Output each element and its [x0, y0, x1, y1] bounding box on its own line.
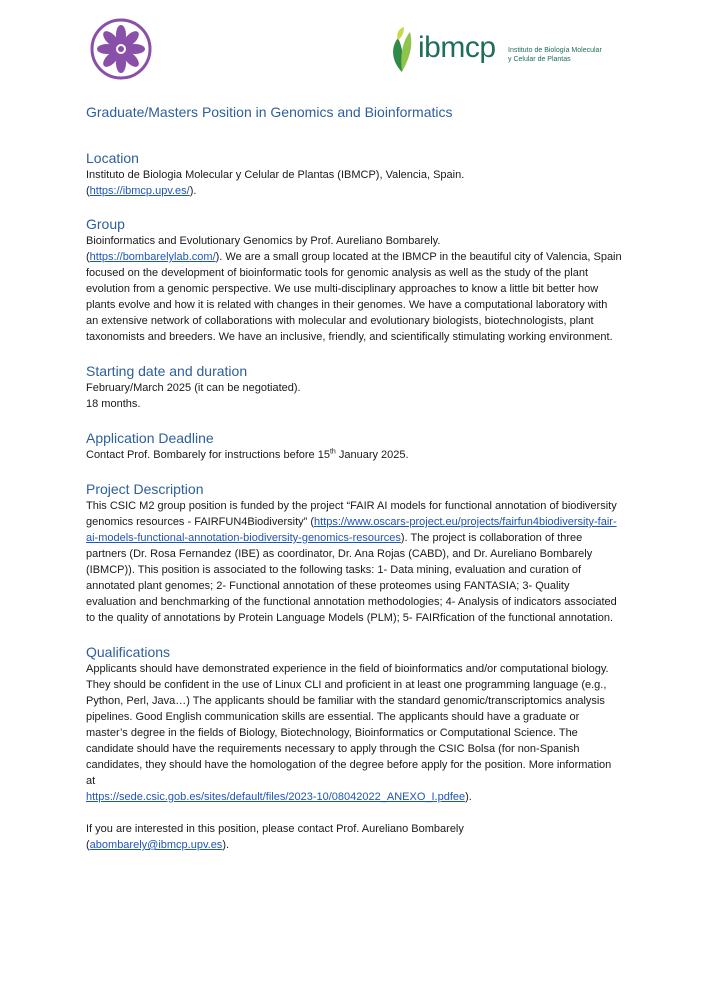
spacer	[86, 805, 622, 821]
contact-text	[86, 821, 622, 853]
bombarelylab-link[interactable]: https://bombarelylab.com/	[89, 251, 216, 263]
group-text	[86, 233, 622, 345]
group-description: ). We are a small group located at the IBMCP in the beautiful city of Valencia, Spain focused on the development of bioinformatic tools for genomic analysis as well as the study of the plant evolution from a genomic perspective. We use multi-disciplinary approaches to know a little bit better how plants evolve and how it is related with changes in their genomes. We have a computational laboratory with an extensive network of collaborations with molecular and evolutionary biologists, biotechnologists, plant taxonomists and breeders. We have an inclusive, friendly, and scientifically stimulating working environment.	[86, 251, 622, 343]
deadline-after: January 2025.	[335, 449, 409, 461]
contact-close: ).	[222, 839, 230, 851]
starting-text	[86, 380, 622, 412]
oscars-project-link[interactable]: https://www.oscars-project.eu/projects/fairfun4biodiversity-fair-ai-models-functional-annotation-biodiversity-genomics-resources	[86, 516, 617, 544]
starting-section	[86, 362, 622, 412]
deadline-before: Contact Prof. Bombarely for instructions before 15	[86, 449, 330, 461]
location-open: (	[86, 185, 90, 197]
project-text2: ). The project is collaboration of three partners (Dr. Rosa Fernandez (IBE) as coordinator, Dr. Ana Rojas (CABD), and Dr. Aureliano Bombarely (IBMCP)). This position is associated to the following tasks: 1- Data mining, evaluation and curation of annotated plant genomes; 2- Functional annotation of these proteomes using FANTASIA; 3- Quality evaluation and benchmarking of the functional annotation methodologies; 4- Analysis of indicators associated to the quality of annotations by Protein Language Models (PLM); 5- FAIRfication of the functional annotation.	[86, 532, 617, 624]
qualifications-text	[86, 661, 622, 805]
ibmcp-subtitle-line2: y Celular de Plantas	[508, 56, 571, 63]
qualifications-section	[86, 643, 622, 805]
duration: 18 months.	[86, 398, 141, 410]
contact-open: (	[86, 839, 90, 851]
location-text	[86, 167, 622, 199]
location-section	[86, 149, 622, 199]
project-text	[86, 498, 622, 626]
deadline-heading: Application Deadline	[86, 430, 214, 446]
starting-date: February/March 2025 (it can be negotiated).	[86, 382, 301, 394]
contact-line: If you are interested in this position, please contact Prof. Aureliano Bombarely	[86, 823, 464, 835]
ibmcp-logo	[388, 26, 628, 76]
deadline-section	[86, 429, 622, 463]
deadline-sup: th	[329, 448, 336, 456]
group-line1: Bioinformatics and Evolutionary Genomics by Prof. Aureliano Bombarely.	[86, 235, 441, 247]
email-link[interactable]: abombarely@ibmcp.upv.es	[89, 839, 223, 851]
flower-logo	[90, 18, 152, 80]
location-close: ).	[189, 185, 197, 197]
ibmcp-subtitle	[508, 46, 618, 64]
deadline-text	[86, 447, 622, 463]
leaf-icon	[388, 26, 416, 74]
document-body	[86, 102, 622, 853]
qualifications-text2: ).	[465, 791, 472, 803]
ibmcp-wordmark: ibmcp	[418, 31, 496, 64]
project-section	[86, 480, 622, 626]
group-open: (	[86, 251, 90, 263]
location-heading: Location	[86, 150, 139, 166]
page-title: Graduate/Masters Position in Genomics and Bioinformatics	[86, 104, 453, 120]
qualifications-text1: Applicants should have demonstrated experience in the field of bioinformatics and/or computational biology. They should be confident in the use of Linux CLI and proficient in at least one programming language (e.g., Python, Perl, Java…) The applicants should be familiar with the standard genomic/transcriptomics analysis pipelines. Good English communication skills are essential. The applicants should have a graduate or master’s degree in the fields of Biology, Biotechnology, Bioinformatics or Computational Science. The candidate should have the requirements necessary to apply through the CSIC Bolsa (for non-Spanish candidates, they should have the homologation of the degree before apply for the position. More information at	[86, 663, 612, 787]
project-text1: This CSIC M2 group position is funded by the project “FAIR AI models for functional annotation of biodiversity genomics resources - FAIRFUN4Biodiversity” (	[86, 500, 617, 528]
starting-heading: Starting date and duration	[86, 363, 248, 379]
ibmcp-link[interactable]: https://ibmcp.upv.es/	[89, 185, 190, 197]
ibmcp-subtitle-line1: Instituto de Biología Molecular	[508, 47, 602, 54]
project-heading: Project Description	[86, 481, 204, 497]
qualifications-heading: Qualifications	[86, 644, 171, 660]
header	[0, 0, 707, 90]
group-heading: Group	[86, 216, 125, 232]
group-section	[86, 215, 622, 345]
location-line1: Instituto de Biologia Molecular y Celular de Plantas (IBMCP), Valencia, Spain.	[86, 169, 465, 181]
csic-anexo-link[interactable]: https://sede.csic.gob.es/sites/default/files/2023-10/08042022_ANEXO_I.pdfee	[86, 791, 466, 803]
